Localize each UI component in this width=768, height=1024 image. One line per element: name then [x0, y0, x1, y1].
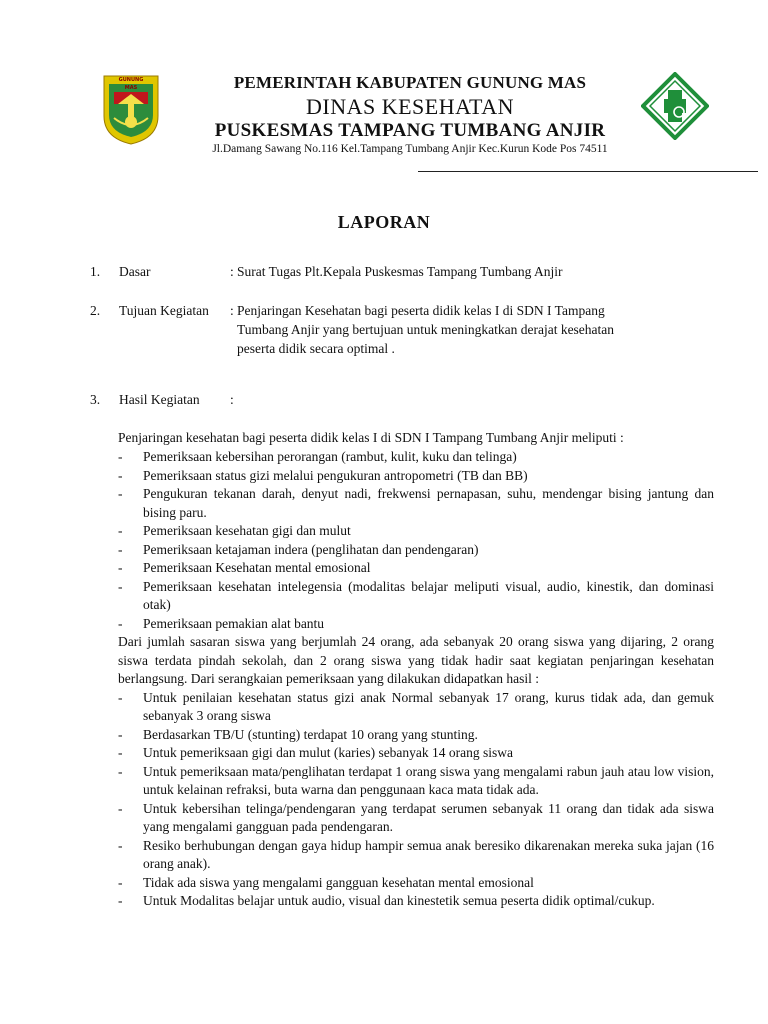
list-item: - Resiko berhubungan dengan gaya hidup hampir semua anak beresiko dikarenakan mereka suka jajan (16 orang anak).	[118, 837, 714, 871]
list-item: - Pemeriksaan kebersihan perorangan (rambut, kulit, kuku dan telinga)	[118, 449, 517, 464]
list-item: - Untuk pemeriksaan mata/penglihatan terdapat 1 orang siswa yang mengalami rabun jauh atau low vision, untuk kelainan refraksi, buta warna dan penggunaan kaca mata tidak ada.	[118, 763, 714, 797]
list-item: - Pemeriksaan ketajaman indera (penglihatan dan pendengaran)	[118, 541, 479, 557]
list-item: - Pemeriksaan kesehatan intelegensia (modalitas belajar meliputi visual, audio, kinestik, dan dominasi otak)	[118, 578, 714, 612]
item-3-number: 3.	[90, 392, 101, 407]
list-item: - Untuk penilaian kesehatan status gizi anak Normal sebanyak 17 orang, kurus tidak ada, dan gemuk sebanyak 3 orang siswa	[118, 689, 714, 723]
header-puskesmas: PUSKESMAS TAMPANG TUMBANG ANJIR	[214, 120, 606, 141]
item-3-label: Hasil Kegiatan	[119, 392, 200, 407]
list-item: - Untuk Modalitas belajar untuk audio, visual dan kinestetik semua peserta didik optimal/cukup.	[118, 893, 655, 908]
header-address: Jl.Damang Sawang No.116 Kel.Tampang Tumbang Anjir Kec.Kurun Kode Pos 74511	[212, 143, 608, 155]
header-divider	[418, 171, 758, 172]
list-item: - Pemeriksaan Kesehatan mental emosional	[118, 560, 371, 575]
header-government: PEMERINTAH KABUPATEN GUNUNG MAS	[233, 73, 587, 92]
item-2-text-line: Penjaringan Kesehatan bagi peserta didik kelas I di SDN I Tampang	[237, 303, 605, 318]
list-item: - Untuk kebersihan telinga/pendengaran yang terdapat serumen sebanyak 11 orang dan tidak ada siswa yang mengalami gangguan pada pendengaran.	[118, 800, 714, 834]
header-department: DINAS KESEHATAN	[305, 94, 514, 119]
item-2-text-line: Tumbang Anjir yang bertujuan untuk meningkatkan derajat kesehatan	[237, 322, 615, 337]
item-1-text: Surat Tugas Plt.Kepala Puskesmas Tampang Tumbang Anjir	[237, 264, 563, 279]
list-item: - Tidak ada siswa yang mengalami gangguan kesehatan mental emosional	[118, 874, 534, 890]
emblem-text: GUNUNG MAS	[118, 77, 144, 91]
item-1-label: Dasar	[119, 264, 151, 279]
list-item: - Pemeriksaan status gizi melalui pengukuran antropometri (TB dan BB)	[118, 467, 528, 483]
regency-emblem	[100, 72, 162, 146]
item-3-colon: :	[230, 392, 234, 407]
intro-text: Penjaringan kesehatan bagi peserta didik kelas I di SDN I Tampang Tumbang Anjir meliputi :	[118, 430, 624, 445]
checks-list	[118, 448, 714, 911]
list-item: - Pengukuran tekanan darah, denyut nadi, frekwensi pernapasan, suhu, mendengar bising jantung dan bising paru.	[118, 486, 714, 520]
item-2-label: Tujuan Kegiatan	[119, 303, 209, 318]
list-item: - Pemeriksaan kesehatan gigi dan mulut	[118, 523, 351, 538]
item-1-colon: :	[230, 264, 234, 279]
list-item: - Berdasarkan TB/U (stunting) terdapat 10 orang yang stunting.	[118, 726, 478, 742]
list-item: - Pemeriksaan pemakian alat bantu	[118, 615, 325, 631]
list-item: - Untuk pemeriksaan gigi dan mulut (karies) sebanyak 14 orang siswa	[118, 745, 514, 760]
item-2-number: 2.	[90, 303, 101, 318]
report-title: LAPORAN	[337, 212, 431, 232]
summary-paragraph: Dari jumlah sasaran siswa yang berjumlah 24 orang, ada sebanyak 20 orang siswa yang dijaring, 2 orang siswa terdata pindah sekolah, dan 2 orang siswa yang tidak hadir saat kegiatan penjaringan kesehatan berlangsung. Dari serangkaian pemeriksaan yang dilakukan didapatkan hasil :	[118, 634, 714, 686]
item-1-number: 1.	[90, 264, 101, 279]
item-2-text-line: peserta didik secara optimal .	[237, 341, 395, 356]
item-2-colon: :	[230, 303, 234, 318]
